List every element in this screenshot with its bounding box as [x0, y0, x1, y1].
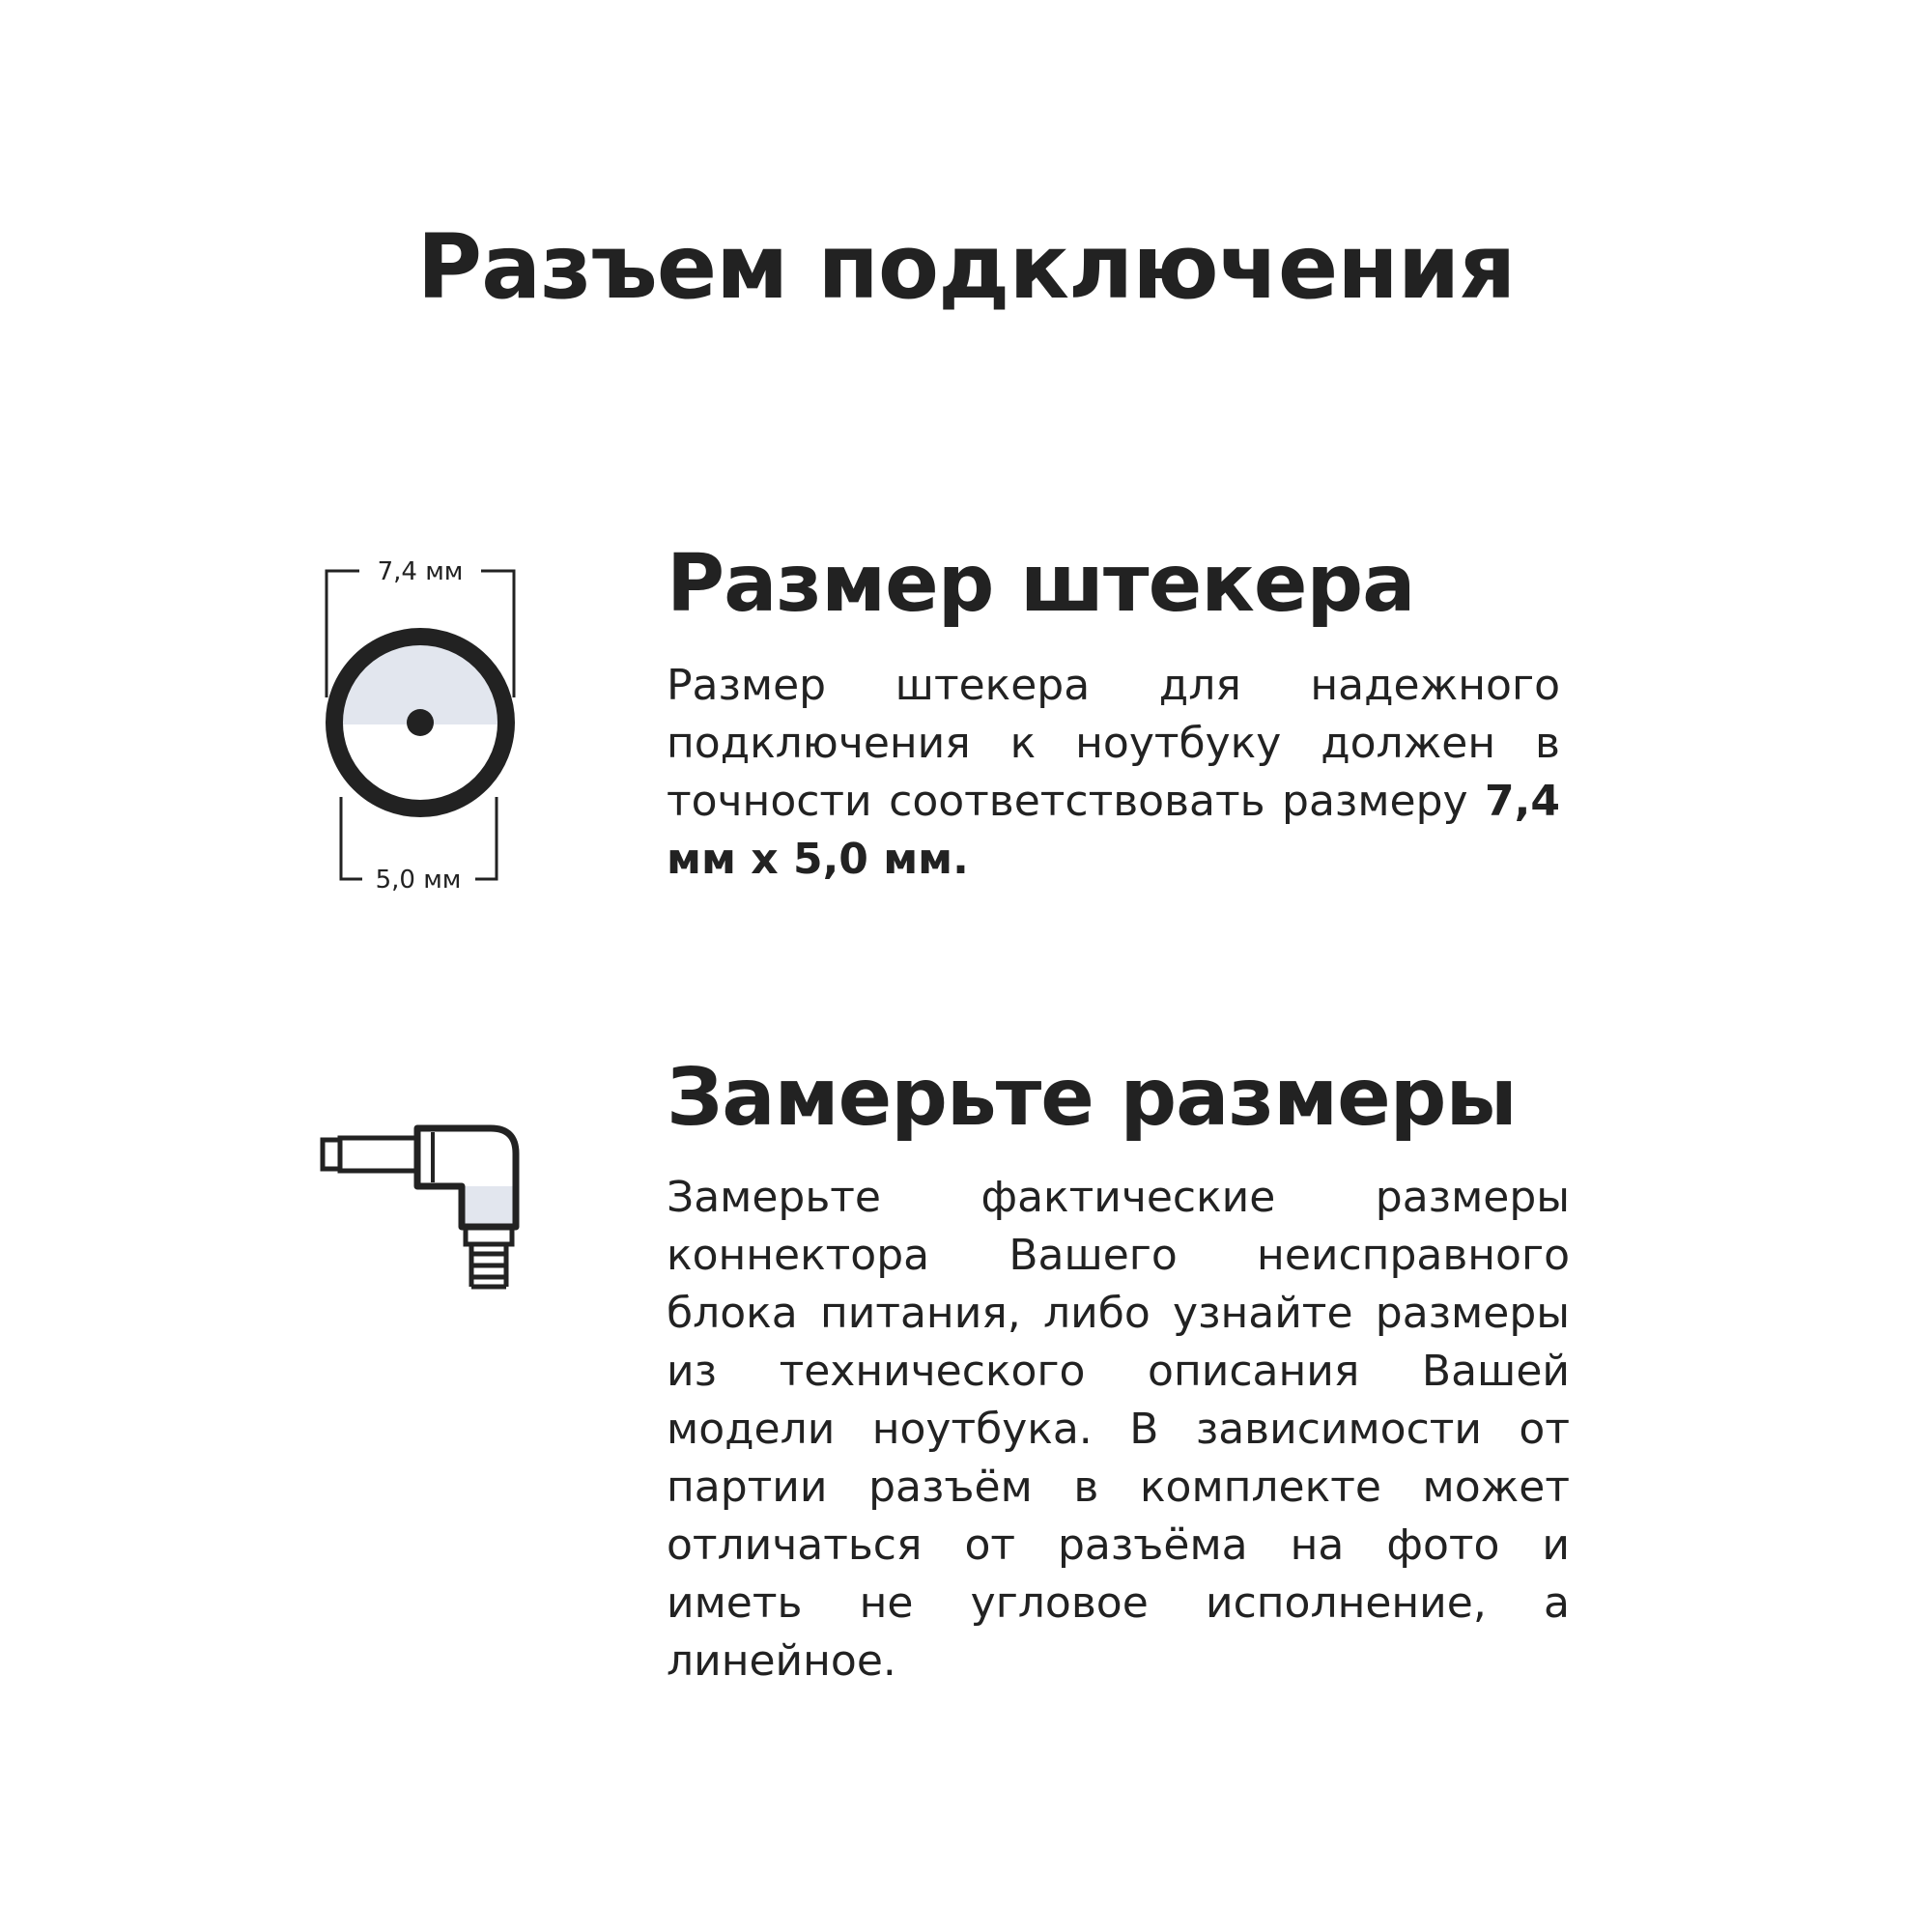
- plug-size-heading: Размер штекера: [667, 538, 1415, 630]
- plug-size-text: Размер штекера для надежного подключения к ноутбуку должен в точности соответствовать размеру: [667, 661, 1560, 826]
- inner-diameter-label: 5,0 мм: [375, 866, 462, 894]
- page-title: Разъем подключения: [416, 215, 1516, 319]
- plug-size-value: 7,4 мм x 5,0 мм.: [667, 777, 1560, 884]
- plug-cross-section-icon: [309, 555, 531, 894]
- plug-size-description: [667, 657, 1560, 889]
- measure-heading: Замерьте размеры: [667, 1052, 1517, 1144]
- measure-description: Замерьте фактические размеры коннектора Вашего неисправного блока питания, либо узнайте размеры из технического описания Вашей модели ноутбука. В зависимости от партии разъём в комплекте может отличаться от разъёма на фото и иметь не угловое исполнение, а линейное.: [667, 1173, 1570, 1686]
- outer-diameter-label: 7,4 мм: [377, 557, 464, 586]
- angled-connector-icon: [319, 1121, 522, 1294]
